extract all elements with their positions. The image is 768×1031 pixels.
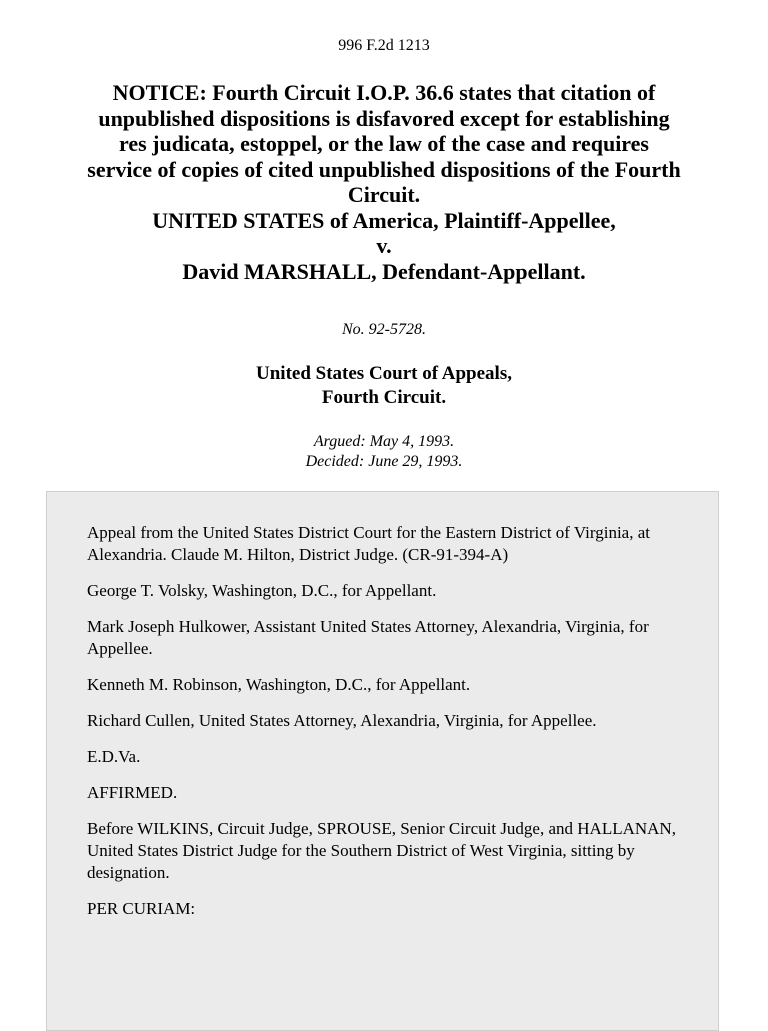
per-curiam-paragraph: PER CURIAM: — [87, 899, 196, 918]
case-title — [30, 80, 738, 284]
court-circuit-line: Fourth Circuit. — [321, 387, 447, 408]
panel-paragraph: Before WILKINS, Circuit Judge, SPROUSE, Senior Circuit Judge, and HALLANAN, United States District Judge for the Southern District of West Virginia, sitting by designation. — [87, 819, 676, 882]
docket-number: No. 92-5728. — [342, 321, 426, 338]
counsel-paragraph: Mark Joseph Hulkower, Assistant United States Attorney, Alexandria, Virginia, for Appellee. — [87, 617, 649, 658]
versus-line: v. — [376, 233, 392, 258]
plaintiff-line: UNITED STATES of America, Plaintiff-Appellee, — [152, 207, 616, 233]
decided-date: Decided: June 29, 1993. — [305, 453, 463, 470]
district-paragraph: E.D.Va. — [87, 747, 141, 766]
court-name — [0, 362, 768, 410]
counsel-paragraph: Richard Cullen, United States Attorney, Alexandria, Virginia, for Appellee. — [87, 711, 597, 730]
notice-line: NOTICE: Fourth Circuit I.O.P. 36.6 states that citation of — [112, 80, 656, 105]
case-details-panel — [46, 491, 719, 1031]
notice-line: res judicata, estoppel, or the law of the case and requires — [118, 131, 649, 156]
defendant-line: David MARSHALL, Defendant-Appellant. — [182, 258, 586, 284]
court-name-line: United States Court of Appeals, — [256, 363, 512, 384]
counsel-paragraph: George T. Volsky, Washington, D.C., for Appellant. — [87, 581, 437, 600]
notice-line: Circuit. — [347, 182, 421, 207]
argued-date: Argued: May 4, 1993. — [313, 433, 455, 450]
disposition-paragraph: AFFIRMED. — [87, 783, 178, 802]
case-dates — [0, 432, 768, 472]
counsel-paragraph: Kenneth M. Robinson, Washington, D.C., for Appellant. — [87, 675, 471, 694]
case-citation: 996 F.2d 1213 — [338, 37, 430, 54]
notice-line: service of copies of cited unpublished dispositions of the Fourth — [87, 156, 681, 182]
notice-line: unpublished dispositions is disfavored except for establishing — [98, 105, 670, 131]
appeal-origin-paragraph: Appeal from the United States District Court for the Eastern District of Virginia, at Alexandria. Claude M. Hilton, District Judge. (CR-91-394-A) — [87, 523, 651, 564]
